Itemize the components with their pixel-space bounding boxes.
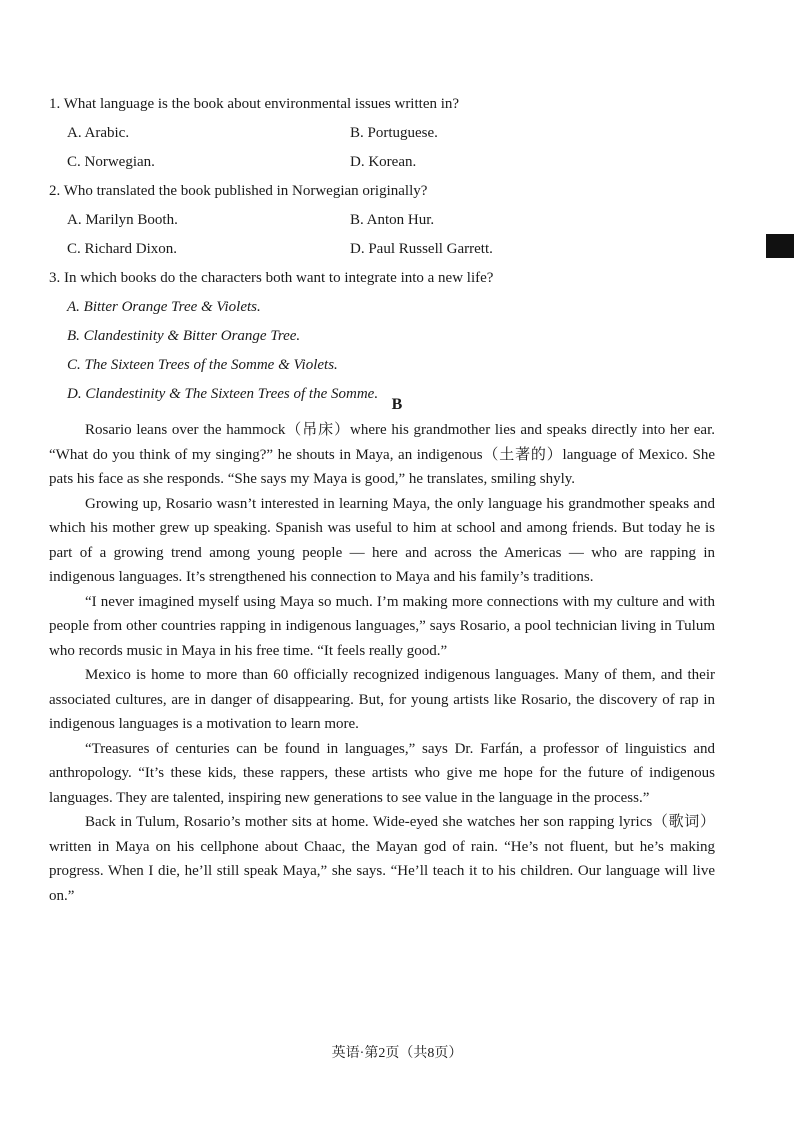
option-d: D. Paul Russell Garrett. [350, 241, 493, 257]
option-c: C. The Sixteen Trees of the Somme & Violets. [67, 357, 338, 373]
passage-paragraph: Growing up, Rosario wasn’t interested in learning Maya, the only language his grandmother speaks and which his mother grew up speaking. Spanish was useful to him at school and among friends. But today he is part of a growing trend among young people — here and across the Americas — who are rapping in indigenous languages. It’s strengthened his connection to Maya and his family’s traditions. [49, 495, 715, 585]
passage-paragraph: Mexico is home to more than 60 officially recognized indigenous languages. Many of them, and their associated cultures, are in danger of disappearing. But, for young artists like Rosario, the discovery of rap in indigenous languages is a motivation to learn more. [49, 667, 715, 732]
question-1 [49, 90, 729, 177]
option-d: D. Korean. [350, 154, 417, 170]
reading-passage [49, 418, 715, 908]
question-stem: 3. In which books do the characters both want to integrate into a new life? [49, 270, 494, 286]
question-list [49, 90, 729, 409]
question-stem: 2. Who translated the book published in Norwegian originally? [49, 183, 428, 199]
option-a: A. Marilyn Booth. [67, 212, 178, 228]
option-b: B. Portuguese. [350, 125, 438, 141]
passage-paragraph: Rosario leans over the hammock（吊床）where his grandmother lies and speaks directly into her ear. “What do you think of my singing?” he shouts in Maya, an indigenous（土著的）language of Mexico. She pats his face as she responds. “She says my Maya is good,” he translates, smiling shyly. [49, 422, 715, 487]
option-b: B. Anton Hur. [350, 212, 435, 228]
passage-paragraph: Back in Tulum, Rosario’s mother sits at home. Wide-eyed she watches her son rapping lyrics（歌词）written in Maya on his cellphone about Chaac, the Mayan god of rain. “He’s not fluent, but he’s making progress. When I die, he’ll still speak Maya,” she says. “He’ll teach it to his children. Our language will live on.” [49, 814, 715, 904]
option-b: B. Clandestinity & Bitter Orange Tree. [67, 328, 301, 344]
passage-paragraph: “Treasures of centuries can be found in languages,” says Dr. Farfán, a professor of linguistics and anthropology. “It’s these kids, these rappers, these artists who give me hope for the future of indigenous languages. They are talented, inspiring new generations to see value in the language in the process.” [49, 740, 715, 806]
question-2 [49, 177, 729, 264]
option-d: D. Clandestinity & The Sixteen Trees of the Somme. [67, 386, 379, 402]
section-title: B [391, 396, 403, 413]
option-c: C. Norwegian. [67, 154, 155, 170]
page-footer: 英语·第2页（共8页） [331, 1046, 463, 1061]
option-a: A. Arabic. [67, 125, 130, 141]
option-c: C. Richard Dixon. [67, 241, 177, 257]
passage-paragraph: “I never imagined myself using Maya so much. I’m making more connections with my culture and with people from other countries rapping in indigenous languages,” says Rosario, a pool technician living in Tulum who records music in Maya in his free time. “It feels really good.” [49, 593, 715, 659]
page-edge-marker [766, 234, 794, 258]
question-3 [49, 264, 729, 409]
option-a: A. Bitter Orange Tree & Violets. [67, 299, 261, 315]
question-stem: 1. What language is the book about environmental issues written in? [49, 96, 460, 112]
